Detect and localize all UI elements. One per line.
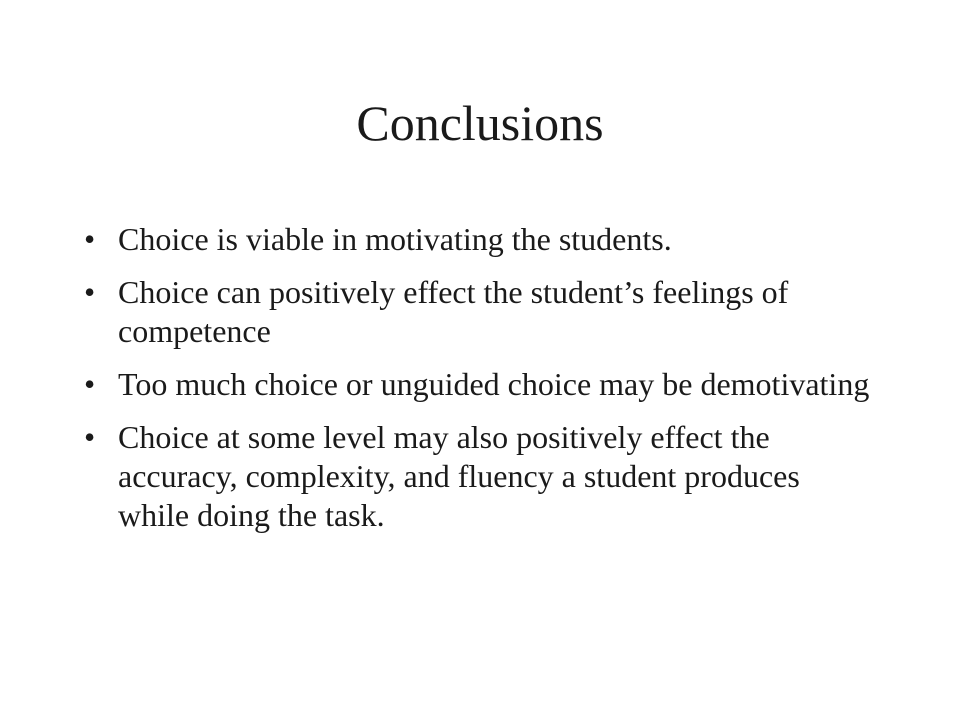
bullet-item <box>84 273 874 351</box>
bullet-icon: • <box>84 274 96 310</box>
bullet-text: Choice is viable in motivating the students. <box>118 221 672 257</box>
bullet-icon: • <box>84 366 96 402</box>
bullet-list <box>84 220 874 549</box>
bullet-item <box>84 418 874 535</box>
bullet-text: Choice at some level may also positively effect the accuracy, complexity, and fluency a student produces while doing the task. <box>118 419 800 533</box>
slide-title: Conclusions <box>356 95 604 151</box>
bullet-text: Too much choice or unguided choice may be demotivating <box>118 366 870 402</box>
bullet-icon: • <box>84 419 96 455</box>
bullet-item <box>84 220 874 259</box>
bullet-icon: • <box>84 221 96 257</box>
bullet-item <box>84 365 874 404</box>
bullet-text: Choice can positively effect the student’s feelings of competence <box>118 274 789 349</box>
